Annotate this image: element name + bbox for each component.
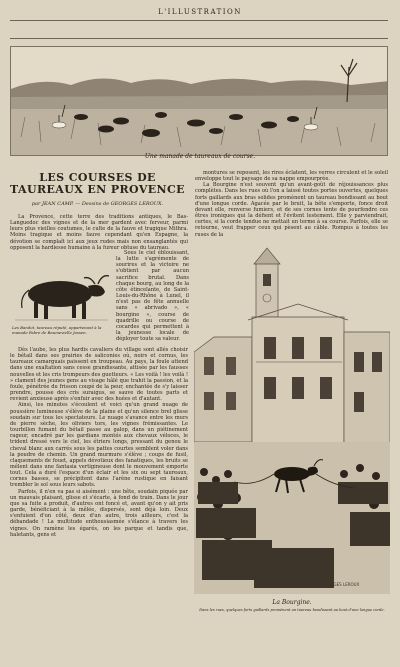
paragraph: Dès l'aube, les plus hardis cavaliers du village sont allés choisir le bétail dans ses prairies de saliconies où, noirs et cornus, les taureaux camarguais paissent en troupeau. Au pays, la foule attend dans une exaltation sans cesse grandissante, attisée par les fausses nouvelles et les cris trompeurs des guetteurs. « Les voilà ! les voilà ! » clament des jeunes gens au visage hâlé que trahit la passion, et la foule, pénétrée du frisson coupé de la peur, enchantée de s'y laisser prendre, pousse des cris suraigus, se sauve de toutes parts et revient anxieuse après s'enfuir avec des huées et d'autant. [10,347,188,403]
bourgine-drawing [194,242,390,594]
paragraph: Ainsi, les minutes s'écoulent et voici qu'un grand nuage de poussière lumineuse s'élève de la plaine et qu'un silence brel glisse soudain sur tous les spectateurs. Le nuage s'avance entre les murs de pierre sèche, les oliviers tors, les vignes frémissantes. Le tourbillon fumant du bétail passe au galop, dans un piétinement rageur, encadré par les gardians montés aux chevaux véloces, le trident dressé vers le ciel, les étriers longs, pressant du genou le cheval blanc aux carrés sous les pattes courtes semblent voler dans la poudre de chemin. Un grand murmure s'élève ; coups de fusil, claquements de fouet, appels dévotieux des fanatiques, les bruits se mêlent dans une fantasia vertigineuse dont le mouvement emporte tout. Cela a duré l'espace d'un éclair et les six ou sept taureaux, cornes basses, se précipitent dans l'arène rustique en faisant trembler le sol sous leurs sabots. [10,402,188,489]
paragraph: Parfois, il n'en va pas si aisément : une bête, soudain piquée par un mauvais plaisant, glisse et s'écarte, à fond de train. Dans le jour que sa fuite a produit, d'autres ont foncé et, avant qu'on y ait pris garde, bénéficiant à la mêlée, dispersés, sont déjà loin. Deux s'enfuient d'un côté, deux d'un autre, trois ailleurs, c'est la débandade ! La multitude enthousiasmée s'élance à travers les vignes. On ramène les égarés, on les parque et tandis que, haletants, gens et [10,488,188,538]
article-column-1-intro [10,214,188,251]
article-column-1-beside-image [116,250,189,342]
paragraph: Sous le ciel éblouissant, la lutte s'agrémente de sourires et la victoire ne s'obtient par aucun sacrifice brutal. Dans chaque bourg, au long de la côte étincelante, de Saint-Louis-du-Rhône à Lunel, il n'est pas de fête annuelle sans « abrivado », « bourgine », course de quadrille ou course de cocardes qui permettent à la jeunesse locale de déployer toute sa valeur. [116,250,189,343]
bull-caption: Les Bandot, taureau réputé, appartenant à la manade Fabre de Baumevielle Jassen. [12,325,102,335]
paragraph: La Provence, cette terre des traditions antiques, le Bas-Languedoc des vignes et de la mer gardent avec ferveur, parmi leurs plus vieilles coutumes, le culte de la fauve et tragique Mithra. Moins tragique et moins fauve cependant qu'en Espagne, la dévotion se complaît ici aux jeux rudes mais non ensanglantés qui opposent la hardiesse humaine à la fureur obtuse du taureau. [10,214,188,251]
article-column-1-body [10,347,188,538]
bull-illustration [10,264,110,324]
article-byline: par JEAN CAMP. — Dessins de GEORGES LEROUX. [31,201,164,207]
header-rule-lower [10,38,388,39]
bull-drawing [10,264,110,324]
journal-header: L'ILLUSTRATION [158,8,242,16]
bourgine-subcaption: Dans les rues, quelques forts gaillards promènent un taureau bondissant au bout d'une longue corde. [199,608,385,612]
manade-illustration [10,46,388,156]
paragraph: La Bourgine n'est souvent qu'un avant-goût de réjouissances plus complètes. Dans les rues où l'on a laissé toutes portes ouvertes, quelques forts gaillards aux bras solides promènent un taureau bondissant au bout d'une longue corde. Agacée par le bruit, la bête s'emporte, fonce droit devant elle, renverse fumiers, et de ses cornes tente de pourfendre ces êtres ironiques qui la défient et l'évitent lestement. Elle y parviendrait, certes, si la corde tendue ne mettait un terme à sa course. Parfois, elle se retourne, veut frapper ceux qui pèsent au câble. Rompus à toutes les ruses de la [195,182,388,238]
manade-caption: Une manade de taureaux de course. [144,153,256,160]
paragraph: montures se reposent, les rires éclatent, les verres circulent et le soleil enveloppe tout le paysage de sa nappe empourprée. [195,170,388,183]
article-column-2-text [195,170,388,238]
manade-drawing [11,47,388,156]
bourgine-caption: La Bourgine. [272,599,312,606]
bourgine-illustration [194,242,390,594]
header-rule [10,20,388,21]
article-title: LES COURSES DE TAUREAUX EN PROVENCE [10,171,185,196]
illustration-signature: GEORGES LEROUX [322,582,360,587]
